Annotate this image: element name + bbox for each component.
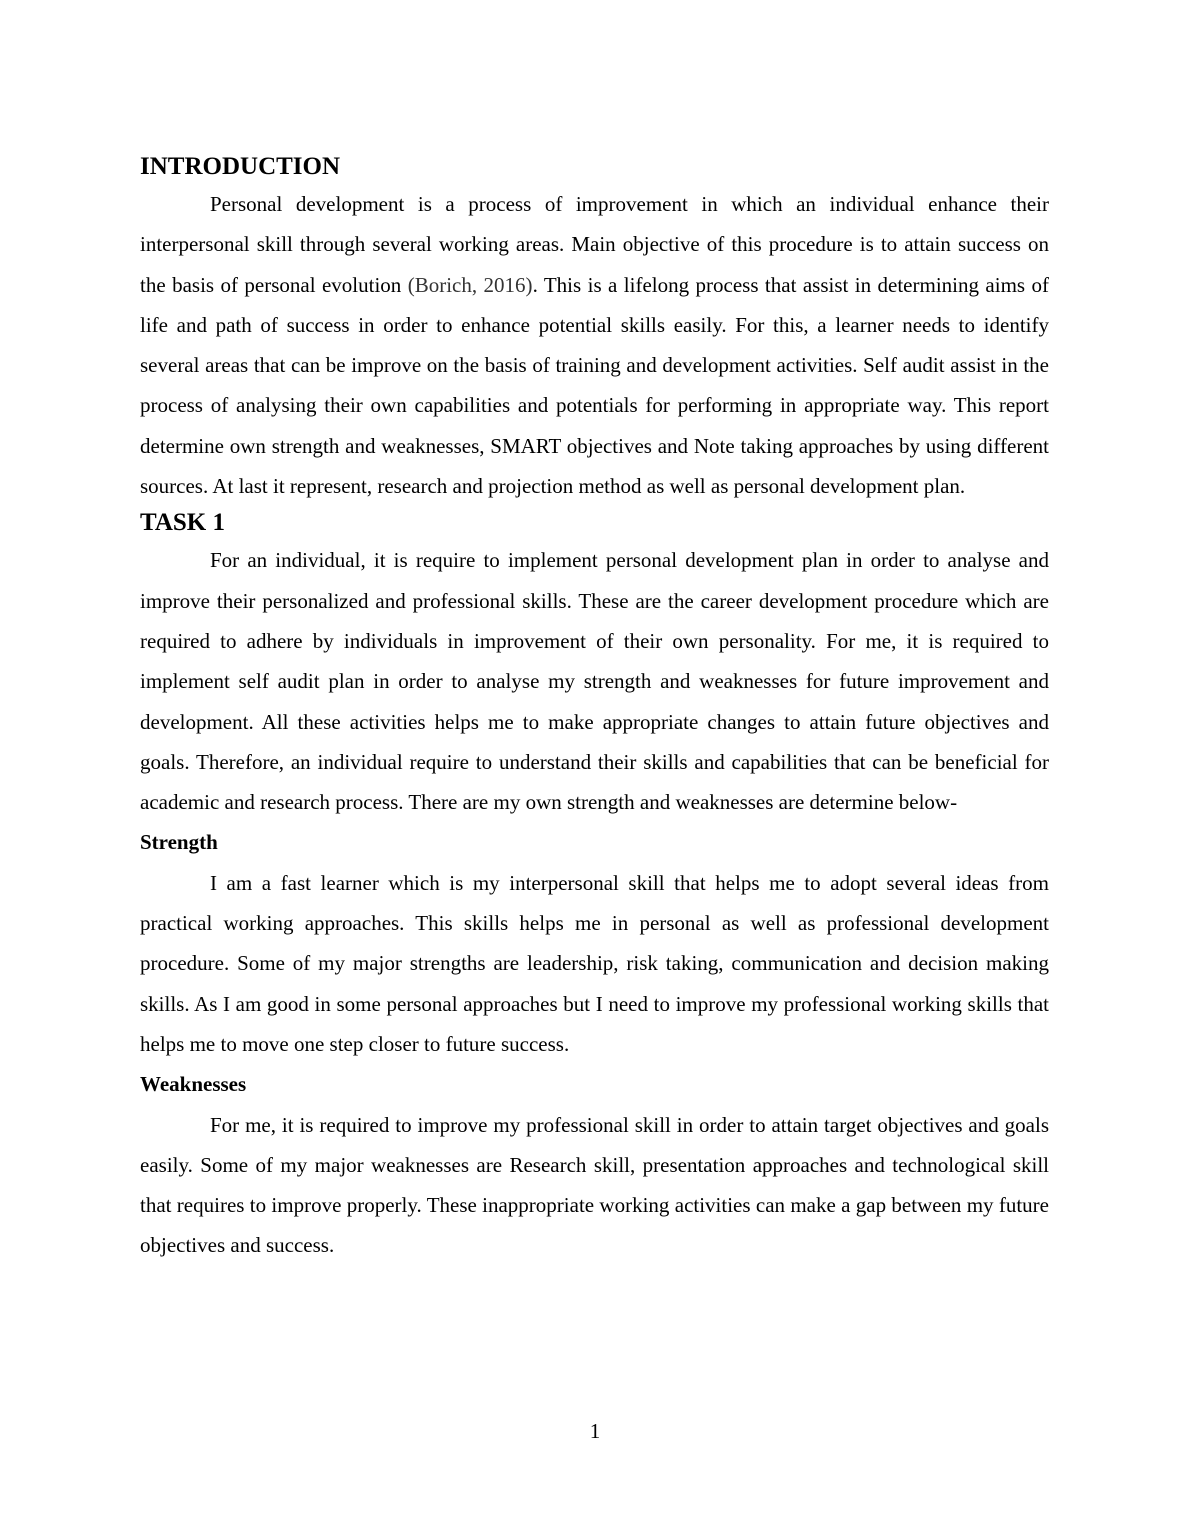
strength-paragraph: I am a fast learner which is my interpersonal skill that helps me to adopt several ideas from practical working approaches. This skills helps me in personal as well as professional development procedure. Some of my major strengths are leadership, risk taking, communication and decision making skills. As I am good in some personal approaches but I need to improve my professional working skills that helps me to move one step closer to future success.: [140, 870, 1049, 1056]
page-content: [140, 150, 1049, 1266]
task-1-paragraph: For an individual, it is require to implement personal development plan in order to analyse and improve their personalized and professional skills. These are the career development procedure which are required to adhere by individuals in improvement of their own personality. For me, it is required to implement self audit plan in order to analyse my strength and weaknesses for future improvement and development. All these activities helps me to make appropriate changes to attain future objectives and goals. Therefore, an individual require to understand their skills and capabilities that can be beneficial for academic and research process. There are my own strength and weaknesses are determine below-: [140, 548, 1049, 815]
introduction-text-part-2: . This is a lifelong process that assist in determining aims of life and path of success in order to enhance potential skills easily. For this, a learner needs to identify several areas that can be improve on the basis of training and development activities. Self audit assist in the process of analysing their own capabilities and potentials for performing in appropriate way. This report determine own strength and weaknesses, SMART objectives and Note taking approaches by using different sources. At last it represent, research and projection method as well as personal development plan.: [140, 272, 1049, 499]
weaknesses-paragraph: For me, it is required to improve my professional skill in order to attain target objectives and goals easily. Some of my major weaknesses are Research skill, presentation approaches and technological skill that requires to improve properly. These inappropriate working activities can make a gap between my future objectives and success.: [140, 1112, 1049, 1258]
introduction-paragraph: [140, 184, 1049, 506]
task-1-heading: TASK 1: [140, 509, 225, 537]
citation-borich-2016: (Borich, 2016): [407, 272, 533, 297]
introduction-text-part-1: Personal development is a process of improvement in which an individual enhance their interpersonal skill through several working areas. Main objective of this procedure is to attain success on the basis of personal evolution: [140, 192, 1049, 297]
page-number: 1: [589, 1419, 601, 1443]
introduction-heading: INTRODUCTION: [140, 153, 341, 180]
strength-heading: Strength: [140, 830, 218, 855]
weaknesses-heading: Weaknesses: [140, 1072, 247, 1097]
